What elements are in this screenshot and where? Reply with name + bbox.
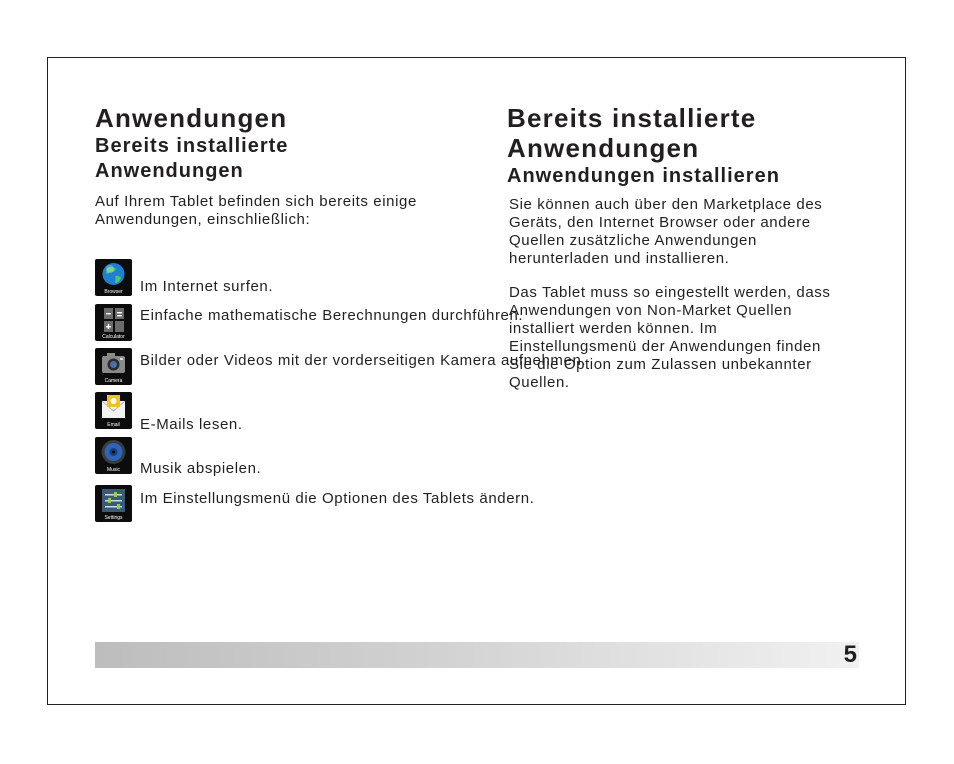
intro-text: Auf Ihrem Tablet befinden sich bereits einige Anwendungen, einschließlich: (95, 193, 417, 228)
calculator-icon: Calculator (95, 304, 132, 341)
app-description-camera: Bilder oder Videos mit der vorderseitigen Kamera aufnehmen. (140, 352, 587, 369)
settings-icon: Settings (95, 485, 132, 522)
section-title: Anwendungen (95, 103, 288, 133)
right-title-line2: Anwendungen (507, 133, 700, 163)
install-paragraph-2: Das Tablet muss so eingestellt werden, dass Anwendungen von Non-Market Quellen installiert werden können. Im Einstellungsmenü der Anwendungen finden Sie die Option zum Zulassen unbekannter Quellen. (509, 284, 831, 391)
camera-icon: Camera (95, 348, 132, 385)
music-icon: Music (95, 437, 132, 474)
right-title-line1: Bereits installierte (507, 103, 757, 133)
section-subtitle-line1: Bereits installierte (95, 135, 289, 157)
right-subtitle: Anwendungen installieren (507, 165, 780, 187)
browser-icon: Browser (95, 259, 132, 296)
install-paragraph-1: Sie können auch über den Marketplace des Geräts, den Internet Browser oder andere Quellen zusätzliche Anwendungen herunterladen und installieren. (509, 196, 823, 267)
page-number: 5 (843, 641, 857, 668)
footer-bar (95, 642, 859, 668)
app-description-email: E-Mails lesen. (140, 416, 243, 433)
app-description-browser: Im Internet surfen. (140, 278, 274, 295)
email-icon: Email (95, 392, 132, 429)
app-description-calculator: Einfache mathematische Berechnungen durchführen. (140, 307, 524, 324)
app-description-music: Musik abspielen. (140, 460, 262, 477)
app-description-settings: Im Einstellungsmenü die Optionen des Tablets ändern. (140, 490, 535, 507)
section-subtitle-line2: Anwendungen (95, 160, 244, 182)
